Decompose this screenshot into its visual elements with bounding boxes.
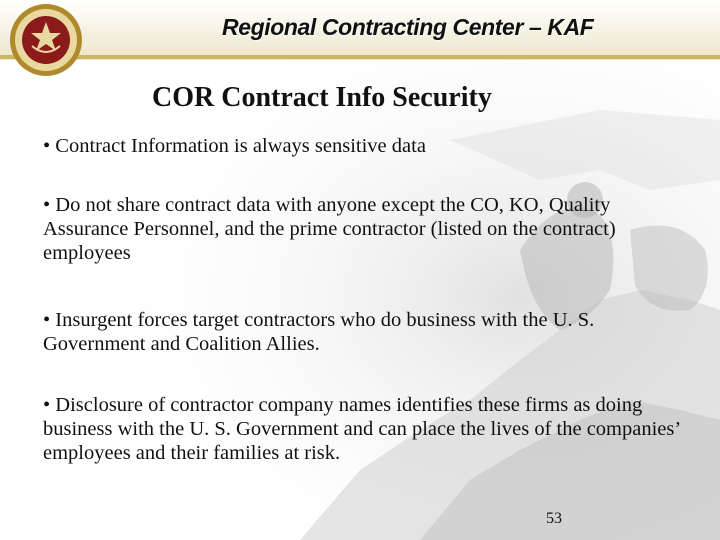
bullet-item: • Do not share contract data with anyone except the CO, KO, Quality Assurance Personnel, and the prime contractor (listed on the contract) employees bbox=[43, 194, 616, 264]
bullet-item: • Contract Information is always sensitive data bbox=[43, 135, 426, 157]
bullet-item: • Disclosure of contractor company names identifies these firms as doing business with the U. S. Government and can place the lives of the companies’ employees and their families at risk. bbox=[43, 394, 680, 464]
army-contracting-seal-icon bbox=[8, 2, 84, 78]
page-number: 53 bbox=[546, 510, 562, 527]
header-rule bbox=[0, 55, 720, 59]
header-title: Regional Contracting Center – KAF bbox=[222, 14, 594, 40]
slide-title: COR Contract Info Security bbox=[152, 82, 492, 113]
bullet-item: • Insurgent forces target contractors who do business with the U. S. Government and Coalition Allies. bbox=[43, 309, 595, 355]
